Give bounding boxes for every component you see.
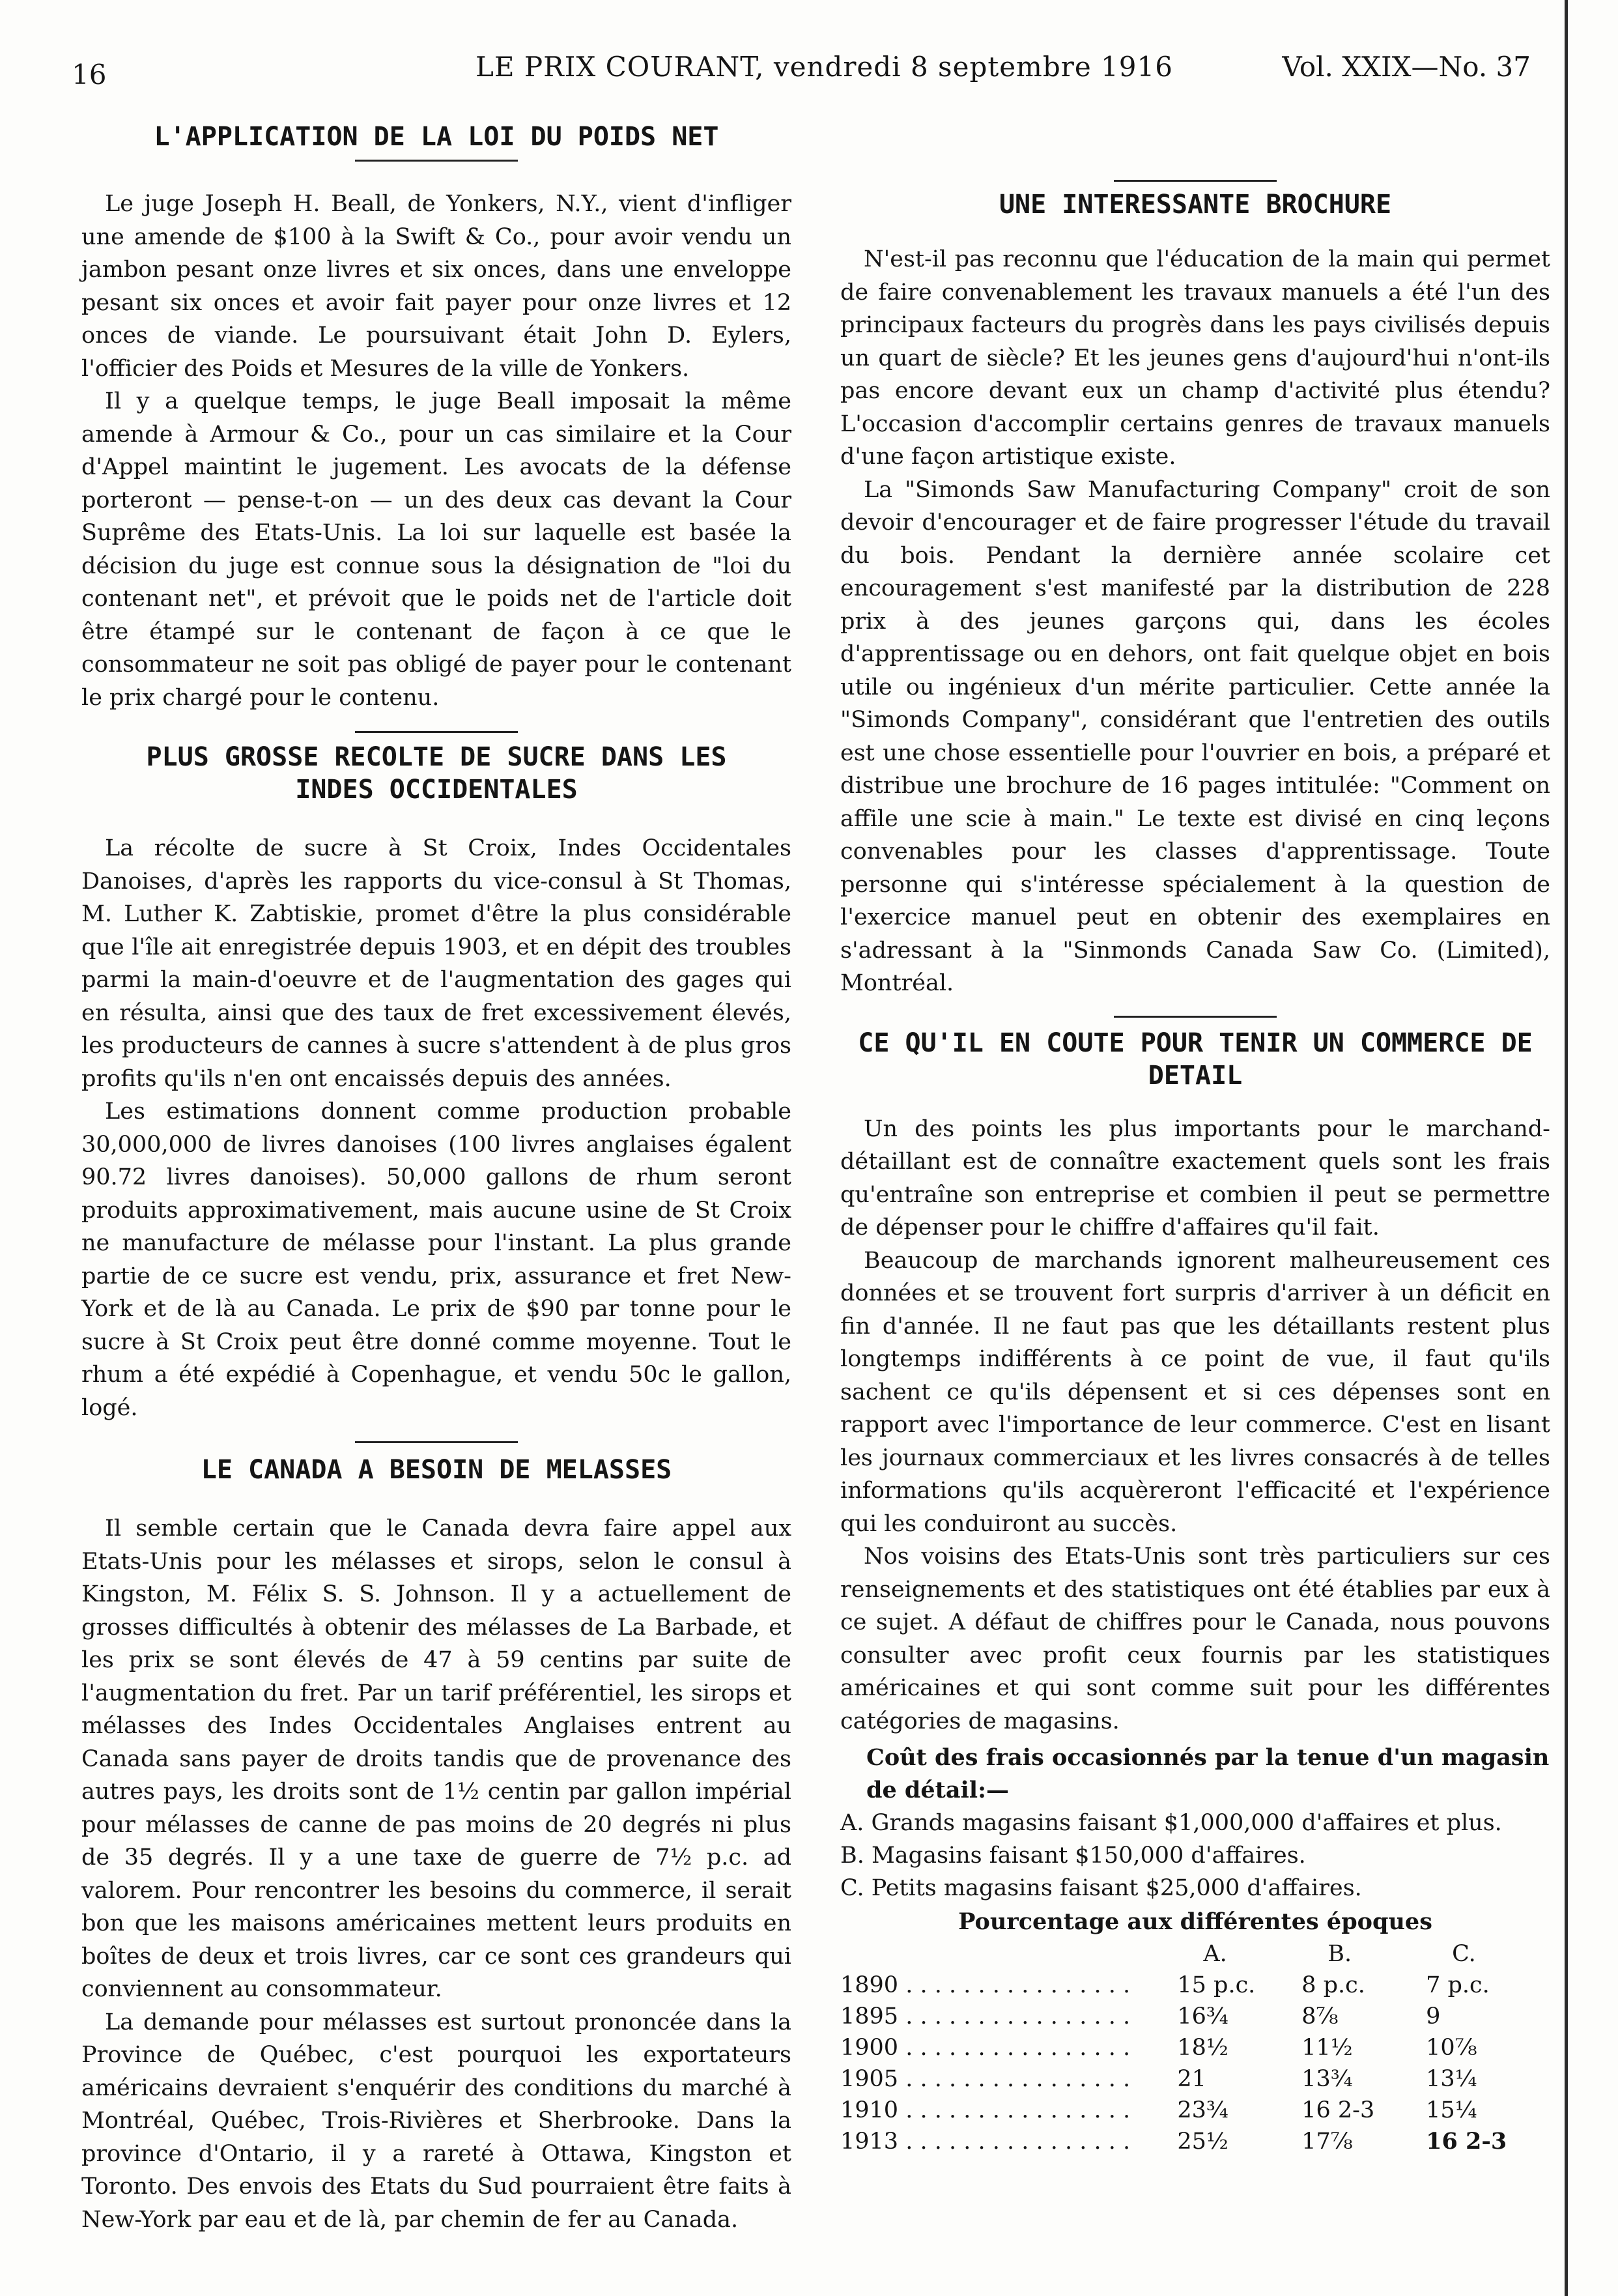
- table-row: [840, 2063, 1550, 2095]
- page-edge-rule: [1565, 0, 1568, 2296]
- article-title: PLUS GROSSE RECOLTE DE SUCRE DANS LES INDES OCCIDENTALES: [146, 742, 727, 805]
- divider: [1114, 180, 1277, 182]
- page-header: [65, 51, 1531, 96]
- article-commerce: [840, 1027, 1550, 2158]
- cell-c: 15¼: [1426, 2097, 1477, 2123]
- left-column: [81, 121, 791, 2236]
- category-item: B. Magasins faisant $150,000 d'affaires.: [840, 1843, 1306, 1869]
- year: 1905: [840, 2066, 899, 2092]
- article-title: L'APPLICATION DE LA LOI DU POIDS NET: [154, 122, 719, 152]
- paragraph: Il y a quelque temps, le juge Beall imposait la même amende à Armour & Co., pour un cas similaire et la Cour d'Appel maintint le jugement. Les avocats de la défense porteront — pense-t-on — un des deux cas devant la Cour Suprême des Etats-Unis. La loi sur laquelle est basée la décision du juge est connue sous la désignation de "loi du contenant net", et prévoit que le poids net de l'article doit être étampé sur le contenant de façon à ce que le consommateur ne soit pas obligé de payer pour le contenant le prix chargé pour le contenu.: [81, 388, 791, 711]
- divider: [1114, 1016, 1277, 1018]
- paragraph: N'est-il pas reconnu que l'éducation de la main qui permet de faire convenablement les travaux manuels a été l'un des principaux facteurs du progrès dans les pays civilisés depuis un quart de siècle? Et les jeunes gens d'aujourd'hui n'ont-ils pas encore devant eux un champ d'activité plus étendu? L'occasion d'accomplir certains genres de travaux manuels d'une façon artistique existe.: [840, 246, 1550, 470]
- divider: [355, 1441, 518, 1443]
- paragraph: Le juge Joseph H. Beall, de Yonkers, N.Y., vient d'infliger une amende de $100 à la Swift & Co., pour avoir vendu un jambon pesant onze livres et six onces, dans une enveloppe pesant six onces et avoir fait payer pour onze livres et 12 onces de viande. Le poursuivant était John D. Eylers, l'officier des Poids et Mesures de la ville de Yonkers.: [81, 191, 791, 382]
- cell-b: 13¾: [1301, 2066, 1353, 2092]
- cell-c: 9: [1426, 2003, 1441, 2030]
- cell-c: 16 2-3: [1426, 2128, 1507, 2155]
- table-header-row: [840, 1938, 1550, 1970]
- table-row: [840, 2095, 1550, 2126]
- article-title: CE QU'IL EN COUTE POUR TENIR UN COMMERCE DE DETAIL: [858, 1027, 1533, 1091]
- cell-a: 15 p.c.: [1177, 1972, 1256, 1998]
- paragraph: La récolte de sucre à St Croix, Indes Occidentales Danoises, d'après les rapports du vice-consul à St Thomas, M. Luther K. Zabtiskie, promet d'être la plus considérable que l'île ait enregistrée depuis 1903, et en dépit des troubles parmi la main-d'oeuvre et de l'augmentation des gages qui en résulta, ainsi que des taux de fret excessivement élevés, les producteurs de cannes à sucre s'attendent à de plus gros profits qu'ils n'en ont encaissés depuis des années.: [81, 835, 791, 1092]
- year: 1895: [840, 2003, 899, 2030]
- cell-a: 23¾: [1177, 2097, 1228, 2123]
- article-sucre: [81, 741, 791, 1424]
- article-melasses: [81, 1454, 791, 2236]
- year-cell: 1900 . . . . . . . . . . . . . . . .: [840, 2035, 1131, 2061]
- category-item: A. Grands magasins faisant $1,000,000 d'affaires et plus.: [840, 1810, 1502, 1836]
- article-title: UNE INTERESSANTE BROCHURE: [999, 190, 1392, 220]
- year-cell: 1913 . . . . . . . . . . . . . . . .: [840, 2129, 1131, 2155]
- cell-b: 11½: [1301, 2035, 1353, 2061]
- paragraph: Un des points les plus importants pour le marchand-détaillant est de connaître exactement quels sont les frais qu'entraîne son entreprise et combien il peut se permettre de dépenser pour le chiffre d'affaires qu'il fait.: [840, 1115, 1550, 1241]
- paragraph: Il semble certain que le Canada devra faire appel aux Etats-Unis pour les mélasses et sirops, selon le consul à Kingston, M. Félix S. S. Johnson. Il y a actuellement de grosses difficultés à obtenir des mélasses de La Barbade, et les prix se sont élevés de 47 à 59 centins par suite de l'augmentation du fret. Par un tarif préférentiel, les sirops et mélasses des Indes Occidentales Anglaises entrent au Canada sans payer de droits tandis que de provenance des autres pays, les droits sont de 1½ centin par gallon impérial pour mélasses de canne de pas moins de 20 degrés ni plus de 35 degrés. Il y a une taxe de guerre de 7½ p.c. ad valorem. Pour rencontrer les besoins du commerce, il serait bon que les maisons américaines mettent leurs produits en boîtes de deux et trois livres, car ce sont ces grandeurs qui conviennent au consommateur.: [81, 1515, 791, 2002]
- cell-c: 13¼: [1426, 2066, 1477, 2092]
- divider: [355, 731, 518, 733]
- paragraph: La "Simonds Saw Manufacturing Company" croit de son devoir d'encourager et de faire progresser l'étude du travail du bois. Pendant la dernière année scolaire cet encouragement s'est manifesté par la distribution de 228 prix à des jeunes garçons qui, dans les écoles d'apprentissage ou en dehors, ont fait quelque objet en bois utile ou ingénieux d'un mérite particulier. Cette année la "Simonds Company", considérant que l'entretien des outils est une chose essentielle pour l'ouvrier en bois, a préparé et distribue une brochure de 16 pages intitulée: "Comment on affile une scie à main." Le texte est divisé en cinq leçons convenables pour les classes d'apprentissage. Toute personne qui s'intéresse spécialement à la question de l'exercice manuel peut en obtenir des exemplaires en s'adressant à la "Sinmonds Canada Saw Co. (Limited), Montréal.: [840, 476, 1550, 996]
- cell-b: 16 2-3: [1301, 2097, 1375, 2123]
- paragraph: Nos voisins des Etats-Unis sont très particuliers sur ces renseignements et des statistiques ont été établies par eux à ce sujet. A défaut de chiffres pour le Canada, nous pouvons consulter avec profit ceux fournis par les statistiques américaines et qui sont comme suit pour les différentes catégories de magasins.: [840, 1543, 1550, 1734]
- page-number: 16: [72, 59, 107, 91]
- year-cell: 1890 . . . . . . . . . . . . . . . .: [840, 1972, 1131, 1998]
- column-header: B.: [1327, 1941, 1352, 1967]
- cell-a: 18½: [1177, 2035, 1228, 2061]
- volume-number: Vol. XXIX—No. 37: [1282, 51, 1531, 83]
- paragraph: Les estimations donnent comme production probable 30,000,000 de livres danoises (100 livres anglaises égalent 90.72 livres danoises). 50,000 gallons de rhum seront produits approximativement, mais aucune usine de St Croix ne manufacture de mélasse pour l'instant. La plus grande partie de ce sucre est vendu, prix, assurance et fret New-York et de là au Canada. Le prix de $90 par tonne pour le sucre à St Croix peut être donné comme moyenne. Tout le rhum a été expédié à Copenhague, et vendu 50c le gallon, logé.: [81, 1098, 791, 1421]
- table-row: [840, 2001, 1550, 2032]
- paragraph: Beaucoup de marchands ignorent malheureusement ces données et se trouvent fort surpris d'arriver à un déficit en fin d'année. Il ne faut pas que les détaillants restent plus longtemps indifférents à ce point de vue, il faut qu'ils sachent ce qu'ils dépensent et si ces dépenses sont en rapport avec l'importance de leur commerce. C'est en lisant les journaux commerciaux et les livres consacrés à de telles informations qu'ils acquèreront l'efficacité et l'expérience qui les conduiront au succès.: [840, 1247, 1550, 1537]
- article-title: LE CANADA A BESOIN DE MELASSES: [201, 1455, 672, 1485]
- year: 1910: [840, 2097, 899, 2123]
- article-brochure: [840, 188, 1550, 1000]
- year-cell: 1910 . . . . . . . . . . . . . . . .: [840, 2097, 1131, 2123]
- category-list: [840, 1807, 1550, 1904]
- cell-c: 7 p.c.: [1426, 1972, 1490, 1998]
- cell-a: 25½: [1177, 2129, 1228, 2155]
- percentage-table: [840, 1938, 1550, 2157]
- article-poids-net: [81, 121, 791, 714]
- year: 1890: [840, 1972, 899, 1998]
- cell-a: 21: [1177, 2066, 1206, 2092]
- column-header: C.: [1452, 1941, 1476, 1967]
- table-title: Pourcentage aux différentes époques: [958, 1908, 1432, 1935]
- cell-b: 17⅞: [1301, 2129, 1353, 2155]
- year: 1900: [840, 2035, 899, 2061]
- year-cell: 1895 . . . . . . . . . . . . . . . .: [840, 2003, 1131, 2030]
- column-header: A.: [1203, 1941, 1227, 1967]
- table-row: [840, 1970, 1550, 2001]
- divider: [355, 160, 518, 162]
- cost-heading: Coût des frais occasionnés par la tenue d'un magasin de détail:—: [866, 1744, 1550, 1803]
- cell-c: 10⅞: [1426, 2035, 1477, 2061]
- table-row: [840, 2032, 1550, 2063]
- cell-a: 16¾: [1177, 2003, 1228, 2030]
- year: 1913: [840, 2129, 899, 2155]
- table-row: [840, 2126, 1550, 2157]
- newspaper-title: LE PRIX COURANT, vendredi 8 septembre 1916: [475, 51, 1173, 83]
- year-cell: 1905 . . . . . . . . . . . . . . . .: [840, 2066, 1131, 2092]
- cell-b: 8 p.c.: [1301, 1972, 1365, 1998]
- cell-b: 8⅞: [1301, 2003, 1339, 2030]
- right-column: [840, 112, 1550, 2157]
- category-item: C. Petits magasins faisant $25,000 d'affaires.: [840, 1875, 1362, 1901]
- paragraph: La demande pour mélasses est surtout prononcée dans la Province de Québec, c'est pourquoi les exportateurs américains devraient s'enquérir des conditions du marché à Montréal, Québec, Trois-Rivières et Sherbrooke. Dans la province d'Ontario, il y a rareté à Ottawa, Kingston et Toronto. Des envois des Etats du Sud pourraient être faits à New-York par eau et de là, par chemin de fer au Canada.: [81, 2009, 791, 2233]
